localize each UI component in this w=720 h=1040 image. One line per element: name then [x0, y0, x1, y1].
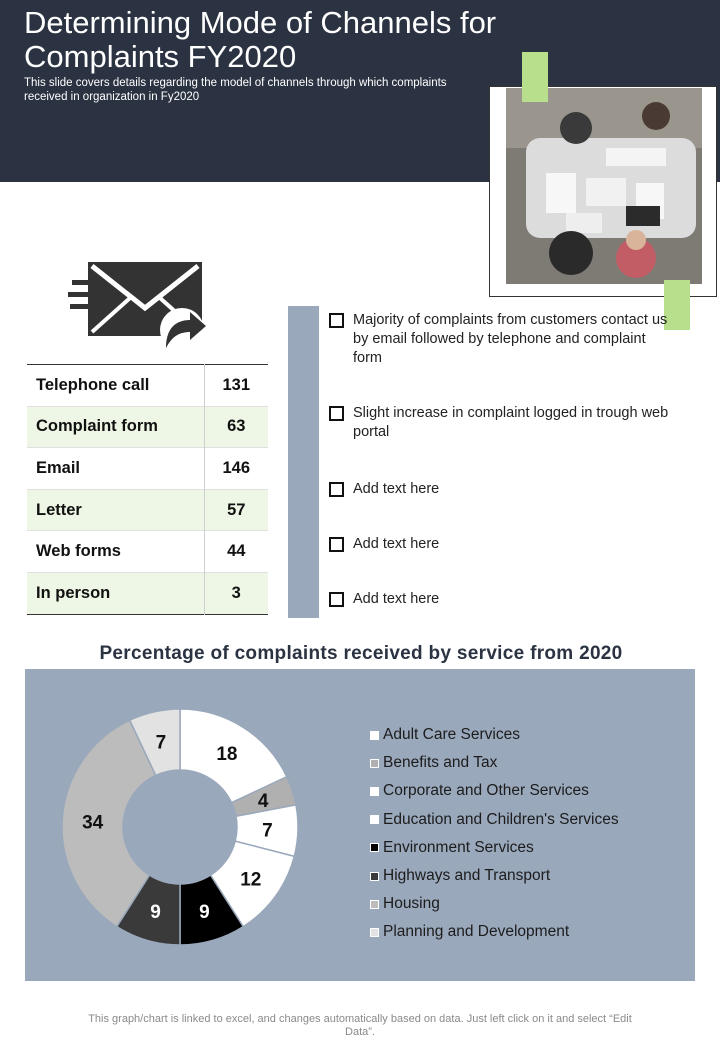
legend-label: Highways and Transport — [383, 867, 551, 885]
legend-item — [370, 834, 690, 862]
page-subtitle: This slide covers details regarding the model of channels through which complaints received in organization in Fy2020 — [24, 77, 447, 103]
legend-label: Adult Care Services — [383, 726, 520, 744]
channel-label: Letter — [27, 489, 204, 531]
legend-swatch — [370, 815, 379, 824]
legend-item — [370, 918, 690, 946]
table-row — [27, 572, 268, 614]
donut-data-label: 7 — [262, 820, 273, 842]
bullet-item — [329, 535, 669, 554]
donut-data-label: 4 — [257, 790, 269, 812]
donut-data-label: 7 — [155, 732, 167, 754]
channel-label: Email — [27, 448, 204, 490]
chart-title: Percentage of complaints received by service from 2020 — [99, 643, 623, 664]
donut-data-label: 9 — [199, 902, 210, 924]
table-row — [27, 365, 268, 407]
legend-swatch — [370, 900, 379, 909]
bullet-text: Majority of complaints from customers contact us by email followed by telephone and complaint form — [353, 312, 668, 366]
chart-legend — [370, 721, 690, 947]
bullet-item — [329, 480, 669, 499]
donut-data-label: 12 — [240, 869, 262, 891]
bullet-item — [329, 311, 669, 368]
office-meeting-photo — [506, 88, 702, 284]
table-row — [27, 489, 268, 531]
channel-value: 57 — [227, 500, 246, 519]
checkbox-square-icon — [329, 537, 344, 552]
legend-item — [370, 862, 690, 890]
legend-label: Education and Children's Services — [383, 810, 619, 828]
accent-bar-top — [522, 52, 548, 102]
channel-value: 3 — [231, 583, 241, 602]
donut-data-label: 18 — [216, 744, 238, 766]
legend-label: Planning and Development — [383, 923, 570, 941]
checkbox-square-icon — [329, 313, 344, 328]
page-title: Determining Mode of Channels for Complaints FY2020 — [24, 5, 497, 74]
channel-value: 131 — [222, 375, 251, 394]
divider-bar — [288, 306, 319, 618]
legend-item — [370, 806, 690, 834]
legend-item — [370, 890, 690, 918]
bullet-item — [329, 404, 669, 442]
legend-item — [370, 721, 690, 749]
table-row — [27, 406, 268, 448]
legend-label: Corporate and Other Services — [383, 782, 589, 800]
legend-label: Benefits and Tax — [383, 754, 498, 772]
legend-swatch — [370, 731, 379, 740]
channel-label: Web forms — [27, 531, 204, 573]
checkbox-square-icon — [329, 482, 344, 497]
legend-swatch — [370, 928, 379, 937]
channel-label: Telephone call — [27, 365, 204, 407]
bullet-text: Add text here — [353, 481, 440, 497]
channel-value: 63 — [227, 417, 246, 436]
footer-note: This graph/chart is linked to excel, and changes automatically based on data. Just left click on it and select “Edit Data”. — [88, 1013, 632, 1038]
legend-item — [370, 749, 690, 777]
bullet-text: Add text here — [353, 591, 440, 607]
donut-data-label: 34 — [82, 812, 104, 834]
table-row — [27, 448, 268, 490]
donut-data-label: 9 — [150, 902, 161, 924]
legend-swatch — [370, 759, 379, 768]
channel-label: Complaint form — [27, 406, 204, 448]
table-row — [27, 531, 268, 573]
bullet-item — [329, 590, 669, 609]
legend-item — [370, 777, 690, 805]
channel-label: In person — [27, 572, 204, 614]
legend-label: Housing — [383, 895, 440, 913]
checkbox-square-icon — [329, 406, 344, 421]
channel-value: 44 — [227, 542, 246, 561]
checkbox-square-icon — [329, 592, 344, 607]
legend-swatch — [370, 872, 379, 881]
bullet-text: Slight increase in complaint logged in trough web portal — [353, 405, 669, 440]
donut-chart — [25, 669, 325, 981]
channel-value: 146 — [222, 458, 251, 477]
legend-label: Environment Services — [383, 838, 534, 856]
envelope-forward-icon — [66, 258, 206, 350]
legend-swatch — [370, 787, 379, 796]
legend-swatch — [370, 843, 379, 852]
bullet-text: Add text here — [353, 536, 440, 552]
channels-table — [27, 364, 268, 615]
